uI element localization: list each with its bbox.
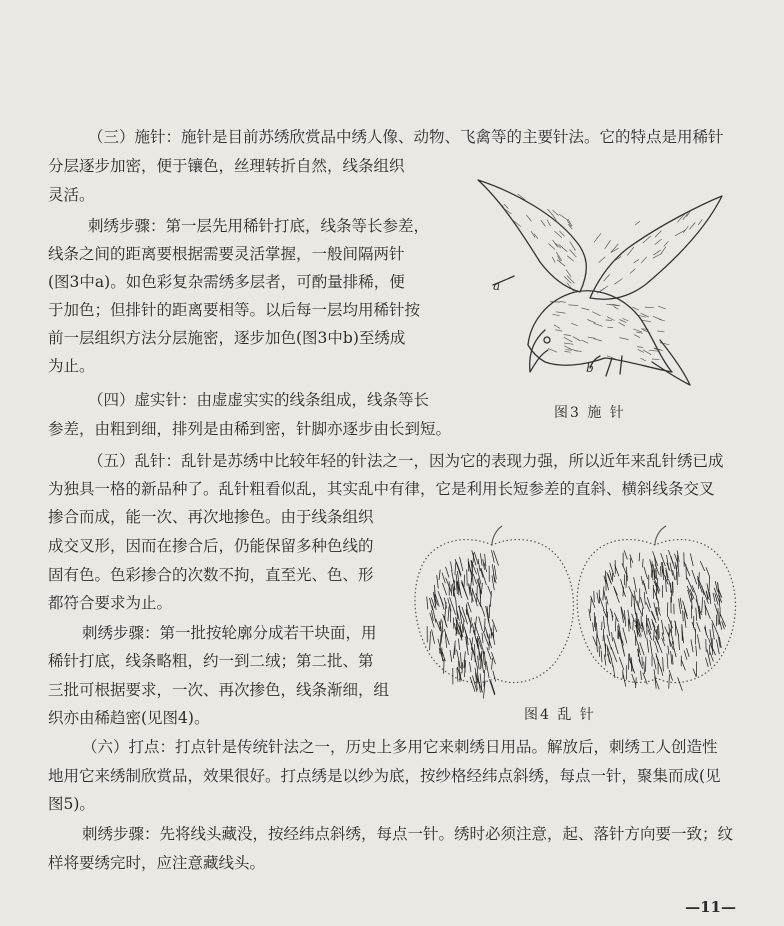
text-line-s5-l10: 织亦由稀趋密(见图4)。 [48,709,210,727]
text-line-s5-l5: 固有色。色彩掺合的次数不拘，直至光、色、形 [48,566,374,584]
figure-3-caption: 图3 施 针 [554,405,626,421]
figure-4-caption: 图4 乱 针 [524,707,596,723]
text-line-s6-l3: 图5)。 [48,795,95,813]
text-line-s6-l2: 地用它来绣制欣赏品，效果很好。打点绣是以纱为底，按纱格经纬点斜绣，每点一针，聚集而成(见 [48,767,721,785]
text-line-s3-l2: 分层逐步加密，便于镶色，丝理转折自然，线条组织 [48,157,405,175]
text-line-s5-l6: 都符合要求为止。 [48,594,173,612]
text-line-s3-l4: 刺绣步骤：第一层先用稀针打底，线条等长参差， [88,217,430,235]
text-line-s3-l5: 线条之间的距离要根据需要灵活掌握，一般间隔两针 [48,245,405,263]
text-line-s5-l3: 掺合而成，能一次、再次地掺色。由于线条组织 [48,508,374,526]
figure-3-label-a: a [493,279,501,293]
text-line-s5-l8: 稀针打底，线条略粗，约一到二绒；第二批、第 [48,652,374,670]
text-line-s3-l7: 于加色；但排针的距离要相等。以后每一层均用稀针按 [48,301,421,319]
text-line-s3-l1: （三）施针：施针是目前苏绣欣赏品中绣人像、动物、飞禽等的主要针法。它的特点是用稀针 [88,128,724,146]
text-line-s3-l6: (图3中a)。如色彩复杂需绣多层者，可酌量排稀，便 [48,273,405,291]
figure-3-label-b: b [586,361,594,375]
text-line-s3-l3: 灵活。 [48,186,95,204]
text-line-s4-l2: 参差，由粗到细，排列是由稀到密，针脚亦逐步由长到短。 [48,420,452,438]
text-line-s5-l7: 刺绣步骤：第一批按轮廓分成若干块面，用 [82,624,377,642]
text-line-s6-l4: 刺绣步骤：先将线头藏没，按经纬点斜绣，每点一针。绣时必须注意，起、落针方向要一致；纹 [82,825,734,843]
text-line-s3-l8: 前一层组织方法分层施密，逐步加色(图3中b)至绣成 [48,329,406,347]
text-line-s4-l1: （四）虚实针：由虚虚实实的线条组成，线条等长 [88,391,430,409]
text-line-s6-l1: （六）打点：打点针是传统针法之一，历史上多用它来刺绣日用品。解放后，刺绣工人创造性 [82,738,718,756]
text-line-s5-l4: 成交叉形，因而在掺合后，仍能保留多种色线的 [48,537,374,555]
text-line-s6-l5: 样将要绣完时，应注意藏线头。 [48,854,266,872]
text-line-s5-l9: 三批可根据要求，一次、再次掺色，线条渐细，组 [48,681,390,699]
text-line-s3-l9: 为止。 [48,357,95,375]
text-line-s5-l2: 为独具一格的新品种了。乱针粗看似乱，其实乱中有律，它是利用长短参差的直斜、横斜线条交叉 [48,480,715,498]
page-number: —11— [685,898,736,916]
text-line-s5-l1: （五）乱针：乱针是苏绣中比较年轻的针法之一，因为它的表现力强，所以近年来乱针绣已成 [88,452,724,470]
